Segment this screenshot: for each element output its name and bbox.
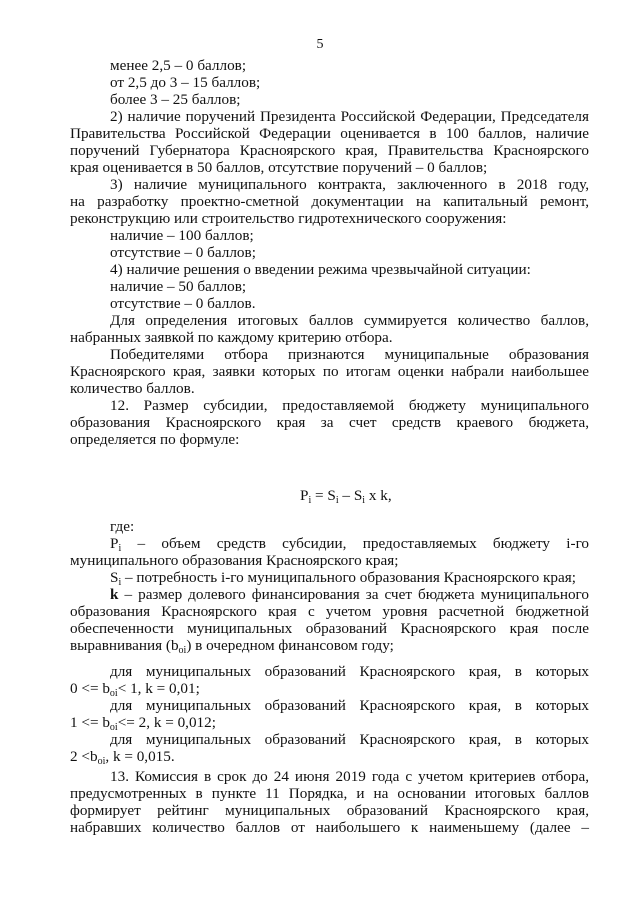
text-line: Красноярского края, заявки которых по итогам оценки набрали наибольшее bbox=[70, 363, 589, 380]
def-s-symbol: S bbox=[110, 569, 119, 586]
text-line: поручений Губернатора Красноярского края, Правительства Красноярского bbox=[70, 142, 589, 159]
formula-subscript: i bbox=[335, 495, 339, 506]
text-span: < 1, k = 0,01; bbox=[117, 680, 200, 697]
formula-subscript: i bbox=[308, 495, 312, 506]
text-line: Для определения итоговых баллов суммируется количество баллов, bbox=[110, 312, 589, 329]
text-line: определяется по формуле: bbox=[70, 431, 240, 448]
text-line: 4) наличие решения о введении режима чрезвычайной ситуации: bbox=[110, 261, 531, 278]
text-line: Правительства Российской Федерации оценивается в 100 баллов, наличие bbox=[70, 125, 589, 142]
text-line: наличие – 100 баллов; bbox=[110, 227, 254, 244]
page-number: 5 bbox=[316, 37, 324, 52]
def-s-text: – потребность i-го муниципального образования Красноярского края; bbox=[125, 569, 576, 586]
where-label: где: bbox=[110, 518, 135, 535]
text-line: отсутствие – 0 баллов; bbox=[110, 244, 256, 261]
formula-tail: x k, bbox=[368, 487, 392, 504]
text-span: <= 2, k = 0,012; bbox=[117, 714, 216, 731]
def-p-text: – объем средств субсидии, предоставляемых бюджету i-го bbox=[137, 535, 590, 552]
text-line: края оценивается в 50 баллов, отсутствие поручений – 0 баллов; bbox=[70, 159, 488, 176]
text-line: отсутствие – 0 баллов. bbox=[110, 295, 256, 312]
text-span: 0 <= b bbox=[70, 680, 110, 697]
text-span: 1 <= b bbox=[70, 714, 110, 731]
def-subscript: i bbox=[118, 543, 122, 554]
def-k bbox=[110, 586, 589, 603]
formula-p: P bbox=[300, 487, 309, 504]
text-span: 2 <b bbox=[70, 748, 98, 765]
case-intro: для муниципальных образований Красноярского края, в которых bbox=[110, 663, 589, 680]
formula bbox=[300, 487, 392, 506]
case-intro: для муниципальных образований Красноярского края, в которых bbox=[110, 697, 589, 714]
text-line: Победителями отбора признаются муниципальные образования bbox=[110, 346, 589, 363]
text-span: ) в очередном финансовом году; bbox=[186, 637, 394, 654]
case-intro: для муниципальных образований Красноярского края, в которых bbox=[110, 731, 589, 748]
def-subscript: i bbox=[118, 577, 122, 588]
subscript-oi: oi bbox=[178, 645, 187, 656]
def-k-symbol: k bbox=[110, 586, 119, 603]
subscript-oi: oi bbox=[109, 688, 118, 699]
subscript-oi: oi bbox=[109, 722, 118, 733]
text-line bbox=[70, 637, 394, 656]
subscript-oi: oi bbox=[97, 756, 106, 767]
text-line: наличие – 50 баллов; bbox=[110, 278, 247, 295]
text-line: от 2,5 до 3 – 15 баллов; bbox=[110, 74, 261, 91]
text-line: 12. Размер субсидии, предоставляемой бюджету муниципального bbox=[110, 397, 589, 414]
text-line: 2) наличие поручений Президента Российской Федерации, Председателя bbox=[110, 108, 589, 125]
text-line: более 3 – 25 баллов; bbox=[110, 91, 241, 108]
text-span: , k = 0,015. bbox=[105, 748, 175, 765]
text-line: на разработку проектно-сметной документации на капитальный ремонт, bbox=[70, 193, 589, 210]
text-line: обеспеченности муниципальных образований Красноярского края после bbox=[70, 620, 589, 637]
text-line: образования Красноярского края за счет средств краевого бюджета, bbox=[70, 414, 589, 431]
text-span: выравнивания (b bbox=[70, 637, 179, 654]
text-line: формирует рейтинг муниципальных образований Красноярского края, bbox=[70, 802, 589, 819]
case-3 bbox=[70, 748, 175, 767]
formula-subscript: i bbox=[362, 495, 366, 506]
formula-minus-s: – S bbox=[342, 487, 363, 504]
def-k-text: – размер долевого финансирования за счет бюджета муниципального bbox=[124, 586, 590, 603]
text-line: предусмотренных в пункте 11 Порядка, и на основании итоговых баллов bbox=[70, 785, 589, 802]
text-line: образования Красноярского края с учетом уровня расчетной бюджетной bbox=[70, 603, 589, 620]
text-line: менее 2,5 – 0 баллов; bbox=[110, 57, 247, 74]
text-line: 13. Комиссия в срок до 24 июня 2019 года с учетом критериев отбора, bbox=[110, 768, 589, 785]
def-p-symbol: P bbox=[110, 535, 119, 552]
text-line: реконструкцию или строительство гидротехнического сооружения: bbox=[70, 210, 507, 227]
text-line: набранных заявкой по каждому критерию отбора. bbox=[70, 329, 393, 346]
formula-s: = S bbox=[315, 487, 336, 504]
text-line: набравших количество баллов от наибольшего к наименьшему (далее – bbox=[70, 819, 589, 836]
text-line: количество баллов. bbox=[70, 380, 195, 397]
text-line: 3) наличие муниципального контракта, заключенного в 2018 году, bbox=[110, 176, 589, 193]
text-line: муниципального образования Красноярского края; bbox=[70, 552, 399, 569]
